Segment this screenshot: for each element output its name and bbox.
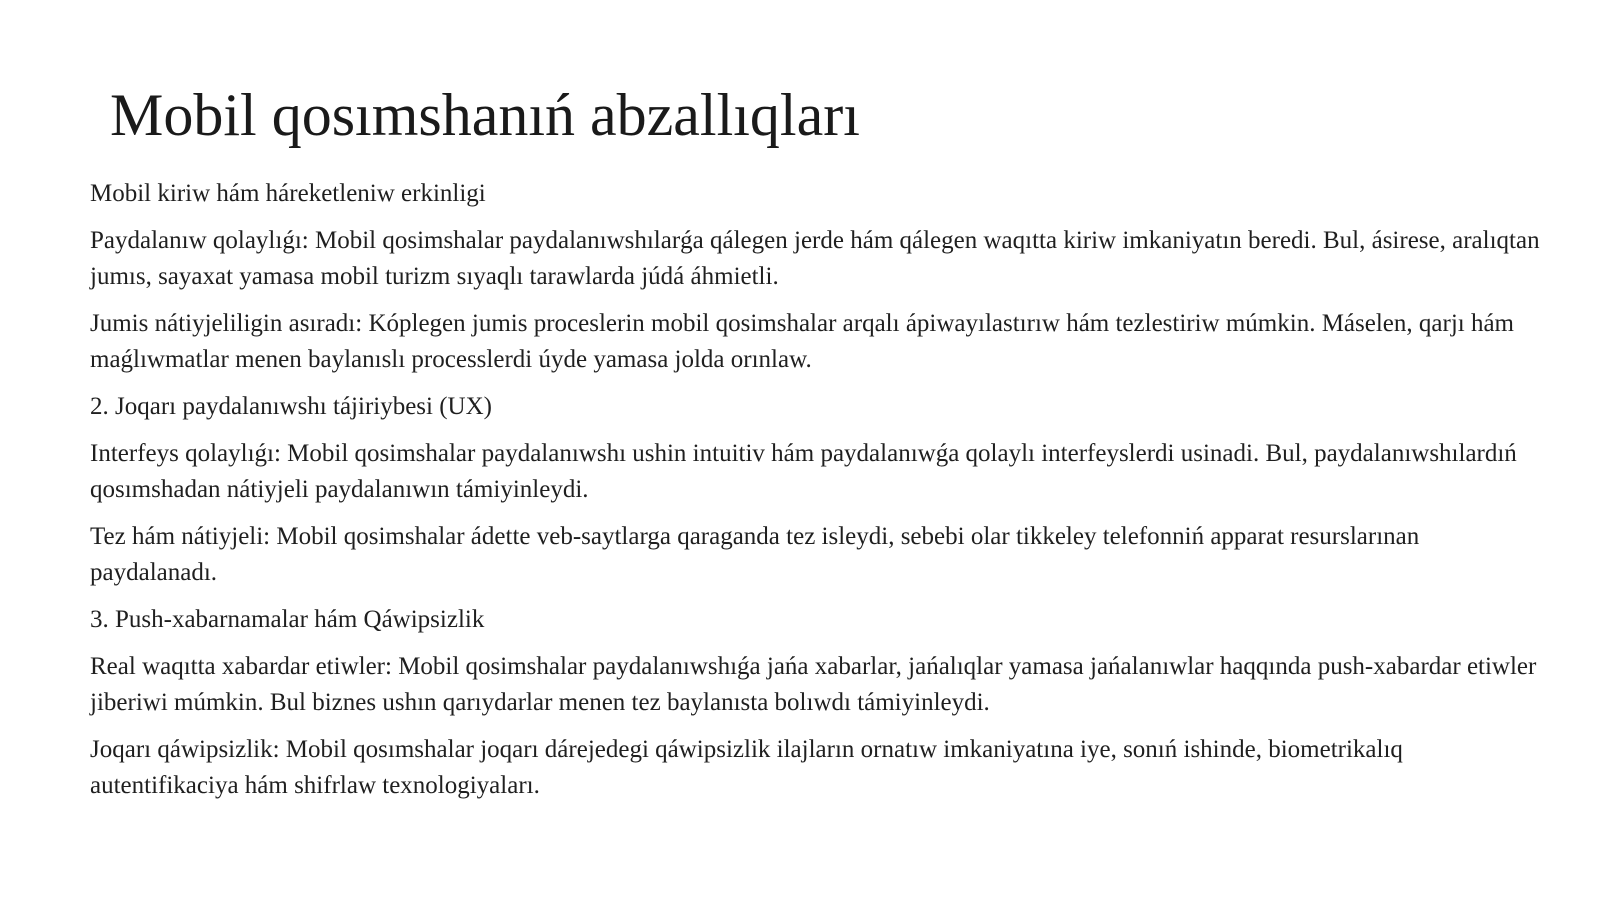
paragraph-security: Joqarı qáwipsizlik: Mobil qosımshalar joqarı dárejedegi qáwipsizlik ilajların ornatıw imkaniyatına iye, sonıń ishinde, biometrikalıq autentifikaciya hám shifrlaw texnologiyaları. bbox=[90, 736, 1403, 799]
slide-body bbox=[90, 176, 1540, 815]
paragraph-usability: Paydalanıw qolaylıǵı: Mobil qosimshalar paydalanıwshılarǵa qálegen jerde hám qálegen waqıtta kiriw imkaniyatın beredi. Bul, ásirese, aralıqtan jumıs, sayaxat yamasa mobil turizm sıyaqlı tarawlarda júdá áhmietli. bbox=[90, 227, 1540, 290]
slide-title: Mobil qosımshanıń abzallıqları bbox=[110, 82, 860, 148]
paragraph-efficiency: Jumis nátiyjeliligin asıradı: Kóplegen jumis proceslerin mobil qosimshalar arqalı ápiwayılastırıw hám tezlestiriw múmkin. Máselen, qarjı hám maǵlıwmatlar menen baylanıslı processlerdi úyde yamasa jolda orınlaw. bbox=[90, 310, 1514, 373]
section-heading-push-security: 3. Push-xabarnamalar hám Qáwipsizlik bbox=[90, 606, 485, 633]
paragraph-intro: Mobil kiriw hám háreketleniw erkinligi bbox=[90, 180, 486, 207]
paragraph-notifications: Real waqıtta xabardar etiwler: Mobil qosimshalar paydalanıwshıǵa jańa xabarlar, jańalıqlar yamasa jańalanıwlar haqqında push-xabardar etiwler jiberiwi múmkin. Bul biznes ushın qarıydarlar menen tez baylanısta bolıwdı támiyinleydi. bbox=[90, 653, 1537, 716]
paragraph-interface: Interfeys qolaylıǵı: Mobil qosimshalar paydalanıwshı ushin intuitiv hám paydalanıwǵa qolaylı interfeyslerdi usinadi. Bul, paydalanıwshılardıń qosımshadan nátiyjeli paydalanıwın támiyinleydi. bbox=[90, 440, 1517, 503]
section-heading-ux: 2. Joqarı paydalanıwshı tájiriybesi (UX) bbox=[90, 393, 492, 420]
paragraph-speed: Tez hám nátiyjeli: Mobil qosimshalar ádette veb-saytlarga qaraganda tez isleydi, sebebi olar tikkeley telefonniń apparat resurslarınan paydalanadı. bbox=[90, 523, 1420, 586]
